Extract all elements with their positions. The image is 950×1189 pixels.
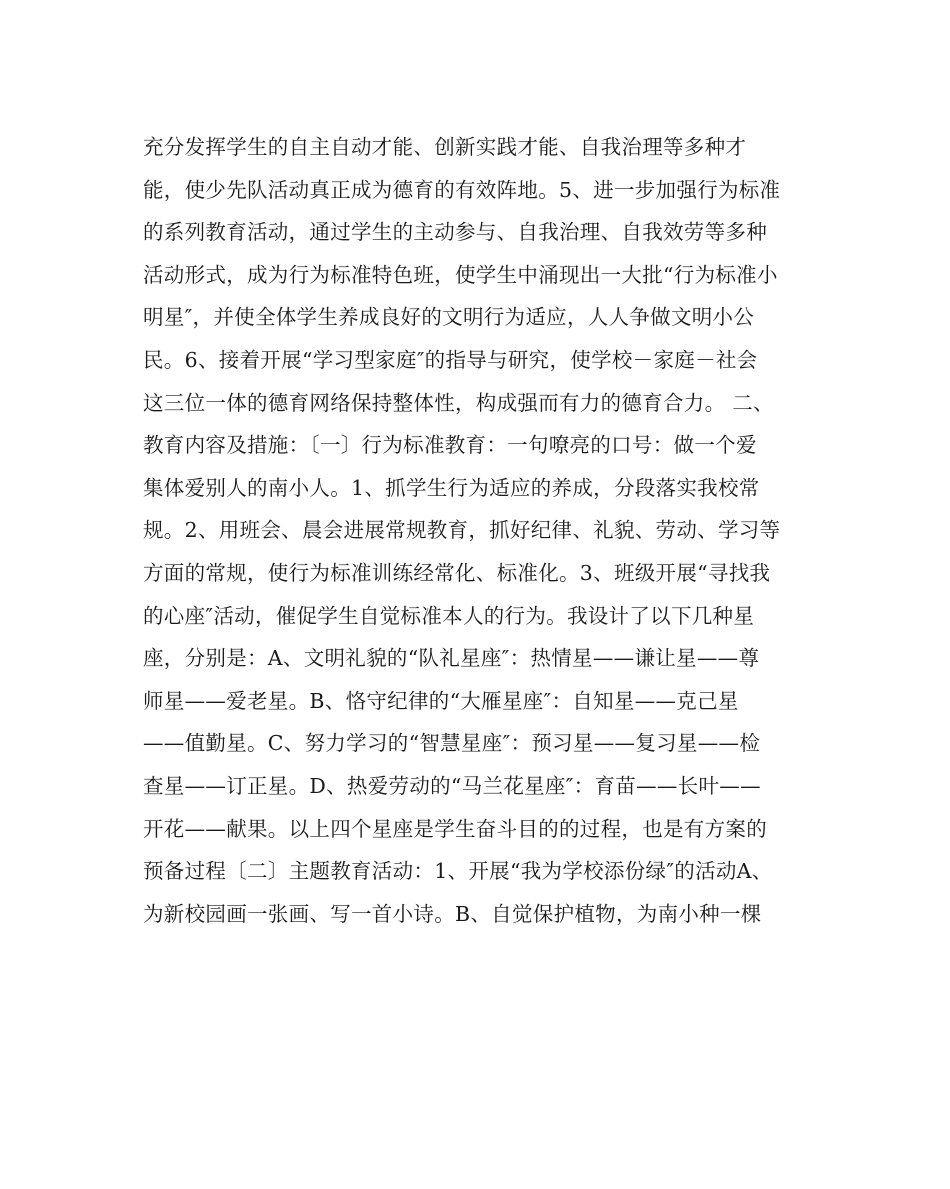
text-line: 方面的常规，使行为标准训练经常化、标准化。3、班级开展“寻找我: [143, 560, 771, 585]
text-line: 充分发挥学生的自主自动才能、创新实践才能、自我治理等多种才: [143, 135, 747, 159]
text-line: 的心座″活动，催促学生自觉标准本人的行为。我设计了以下几种星: [143, 603, 755, 628]
text-line: 开花——献果。以上四个星座是学生奋斗目的的过程，也是有方案的: [143, 816, 767, 841]
text-line: 这三位一体的德育网络保持整体性，构成强而有力的德育合力。 二、: [143, 390, 774, 415]
text-line: 为新校园画一张画、写一首小诗。B、自觉保护植物，为南小种一棵: [143, 901, 762, 926]
text-line: 能，使少先队活动真正成为德育的有效阵地。5、进一步加强行为标准: [143, 177, 781, 202]
text-line: 教育内容及措施：〔一〕行为标准教育：一句嘹亮的口号：做一个爱: [143, 433, 757, 458]
text-line: 座，分别是：A、文明礼貌的“队礼星座″：热情星——谦让星——尊: [143, 646, 760, 671]
text-line: 预备过程〔二〕主题教育活动：1、开展“我为学校添份绿″的活动A、: [143, 859, 773, 884]
body-text: [143, 126, 823, 935]
text-line: 查星——订正星。D、热爱劳动的“马兰花星座″：育苗——长叶——: [143, 773, 761, 798]
text-line: 集体爱别人的南小人。1、抓学生行为适应的养成，分段落实我校常: [143, 475, 760, 500]
text-line: 规。2、用班会、晨会进展常规教育，抓好纪律、礼貌、劳动、学习等: [143, 518, 781, 543]
text-line: 的系列教育活动，通过学生的主动参与、自我治理、自我效劳等多种: [143, 220, 767, 245]
text-line: 明星″，并使全体学生养成良好的文明行为适应，人人争做文明小公: [143, 305, 755, 330]
text-line: 民。6、接着开展“学习型家庭″的指导与研究，使学校－家庭－社会: [143, 347, 758, 372]
text-line: 师星——爱老星。B、恪守纪律的“大雁星座″：自知星——克己星: [143, 688, 739, 713]
text-line: 活动形式，成为行为标准特色班，使学生中涌现出一大批“行为标准小: [143, 262, 778, 287]
text-line: ——值勤星。C、努力学习的“智慧星座″：预习星——复习星——检: [143, 731, 761, 756]
